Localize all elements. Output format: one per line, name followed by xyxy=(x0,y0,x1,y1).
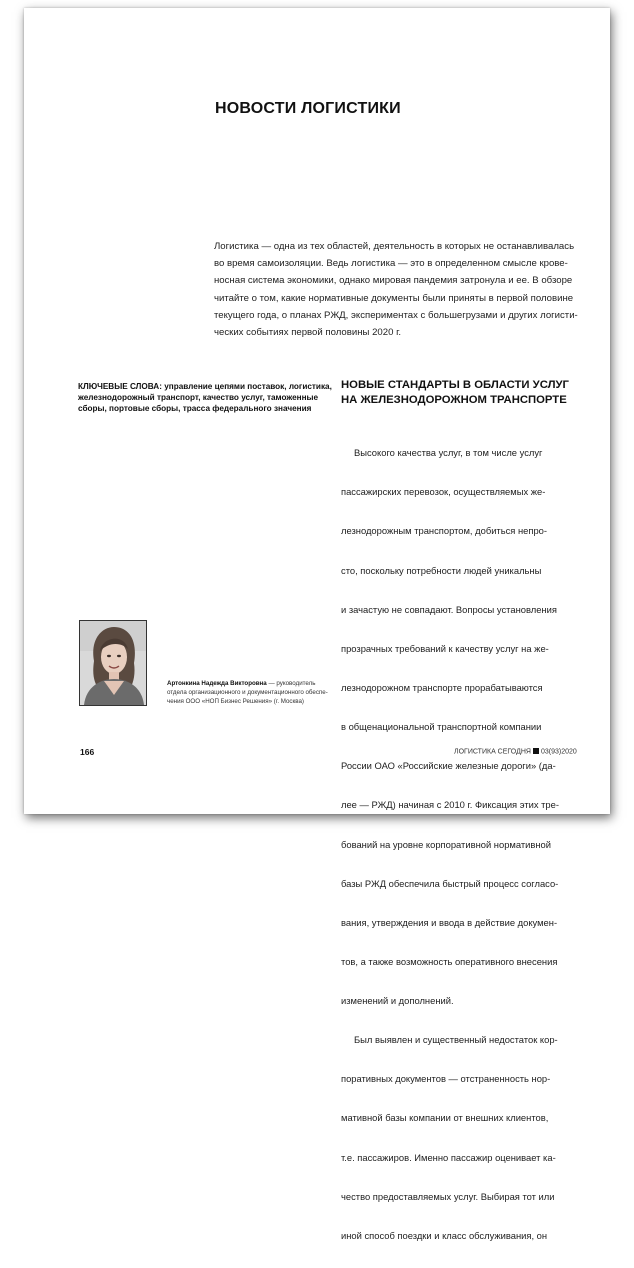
intro-line: носная система экономики, однако мировая пандемия затронула и ее. В обзоре xyxy=(214,275,573,287)
body-line: прозрачных требований к качеству услуг на же- xyxy=(341,642,549,654)
body-line: вания, утверждения и ввода в действие докумен- xyxy=(341,916,558,928)
body-line: базы РЖД обеспечила быстрый процесс согласо- xyxy=(341,877,559,889)
body-line: Высокого качества услуг, в том числе услуг xyxy=(341,447,543,459)
body-line: изменений и дополнений. xyxy=(341,995,454,1007)
keywords-line: сборы, портовые сборы, трасса федерального значения xyxy=(78,404,312,413)
author-portrait-image xyxy=(80,621,146,705)
body-line: т.е. пассажиров. Именно пассажир оценивает ка- xyxy=(341,1151,556,1163)
journal-footer xyxy=(454,748,577,756)
document-page xyxy=(24,8,610,1241)
author-name: Артонкина Надежда Викторовна xyxy=(167,680,267,687)
body-line: поративных документов — отстраненность нор- xyxy=(341,1073,551,1085)
intro-line: читайте о том, какие нормативные документы были приняты в первой половине xyxy=(214,292,574,304)
article-body xyxy=(341,420,603,1268)
intro-line: во время самоизоляции. Ведь логистика — это в определенном смысле крове- xyxy=(214,258,568,270)
author-caption xyxy=(167,679,327,706)
keywords-line: железнодорожный транспорт, качество услуг, таможенные xyxy=(78,393,319,402)
keywords-line: КЛЮЧЕВЫЕ СЛОВА: управление цепями поставок, логистика, xyxy=(78,382,332,391)
author-photo xyxy=(79,620,147,706)
body-line: сто, поскольку потребности людей уникальны xyxy=(341,564,542,576)
intro-line: текущего года, о планах РЖД, экспериментах с большегрузами и других логисти- xyxy=(214,309,578,321)
body-line: тов, а также возможность оперативного внесения xyxy=(341,955,558,967)
page-number: 166 xyxy=(80,747,95,757)
section-heading-line: НОВЫЕ СТАНДАРТЫ В ОБЛАСТИ УСЛУГ xyxy=(341,379,569,391)
square-separator-icon xyxy=(533,748,539,754)
body-line: лезнодорожном транспорте прорабатываются xyxy=(341,681,543,693)
keywords-block xyxy=(78,381,332,414)
body-line: лезнодорожным транспортом, добиться непро- xyxy=(341,525,548,537)
page-title: НОВОСТИ ЛОГИСТИКИ xyxy=(215,100,401,117)
journal-name: ЛОГИСТИКА СЕГОДНЯ xyxy=(454,748,531,756)
body-line: и зачастую не совпадают. Вопросы установления xyxy=(341,603,557,615)
body-line: мативной базы компании от внешних клиентов, xyxy=(341,1112,549,1124)
body-line: в общенациональной транспортной компании xyxy=(341,721,542,733)
body-line: иной способ поездки и класс обслуживания, он xyxy=(341,1229,548,1241)
body-line: лее — РЖД) начиная с 2010 г. Фиксация этих тре- xyxy=(341,799,559,811)
section-heading-line: НА ЖЕЛЕЗНОДОРОЖНОМ ТРАНСПОРТЕ xyxy=(341,393,567,406)
author-role-line: чения ООО «НОП Бизнес Решения» (г. Москва) xyxy=(167,698,304,705)
journal-issue: 03(93)2020 xyxy=(540,748,577,756)
body-line: чество предоставляемых услуг. Выбирая тот или xyxy=(341,1190,555,1202)
body-line: пассажирских перевозок, осуществляемых же- xyxy=(341,486,546,498)
author-role-line: отдела организационного и документационного обеспе- xyxy=(167,689,328,696)
body-line: бований на уровне корпоративной нормативной xyxy=(341,838,551,850)
intro-paragraph xyxy=(214,238,578,341)
author-role: — руководитель xyxy=(266,680,316,687)
body-line: Был выявлен и существенный недостаток кор- xyxy=(341,1034,558,1046)
intro-line: Логистика — одна из тех областей, деятельность в которых не останавливалась xyxy=(214,241,575,252)
body-line: России ОАО «Российские железные дороги» (да- xyxy=(341,760,556,772)
section-heading xyxy=(341,378,601,407)
intro-line: ческих событиях первой половины 2020 г. xyxy=(214,327,402,339)
